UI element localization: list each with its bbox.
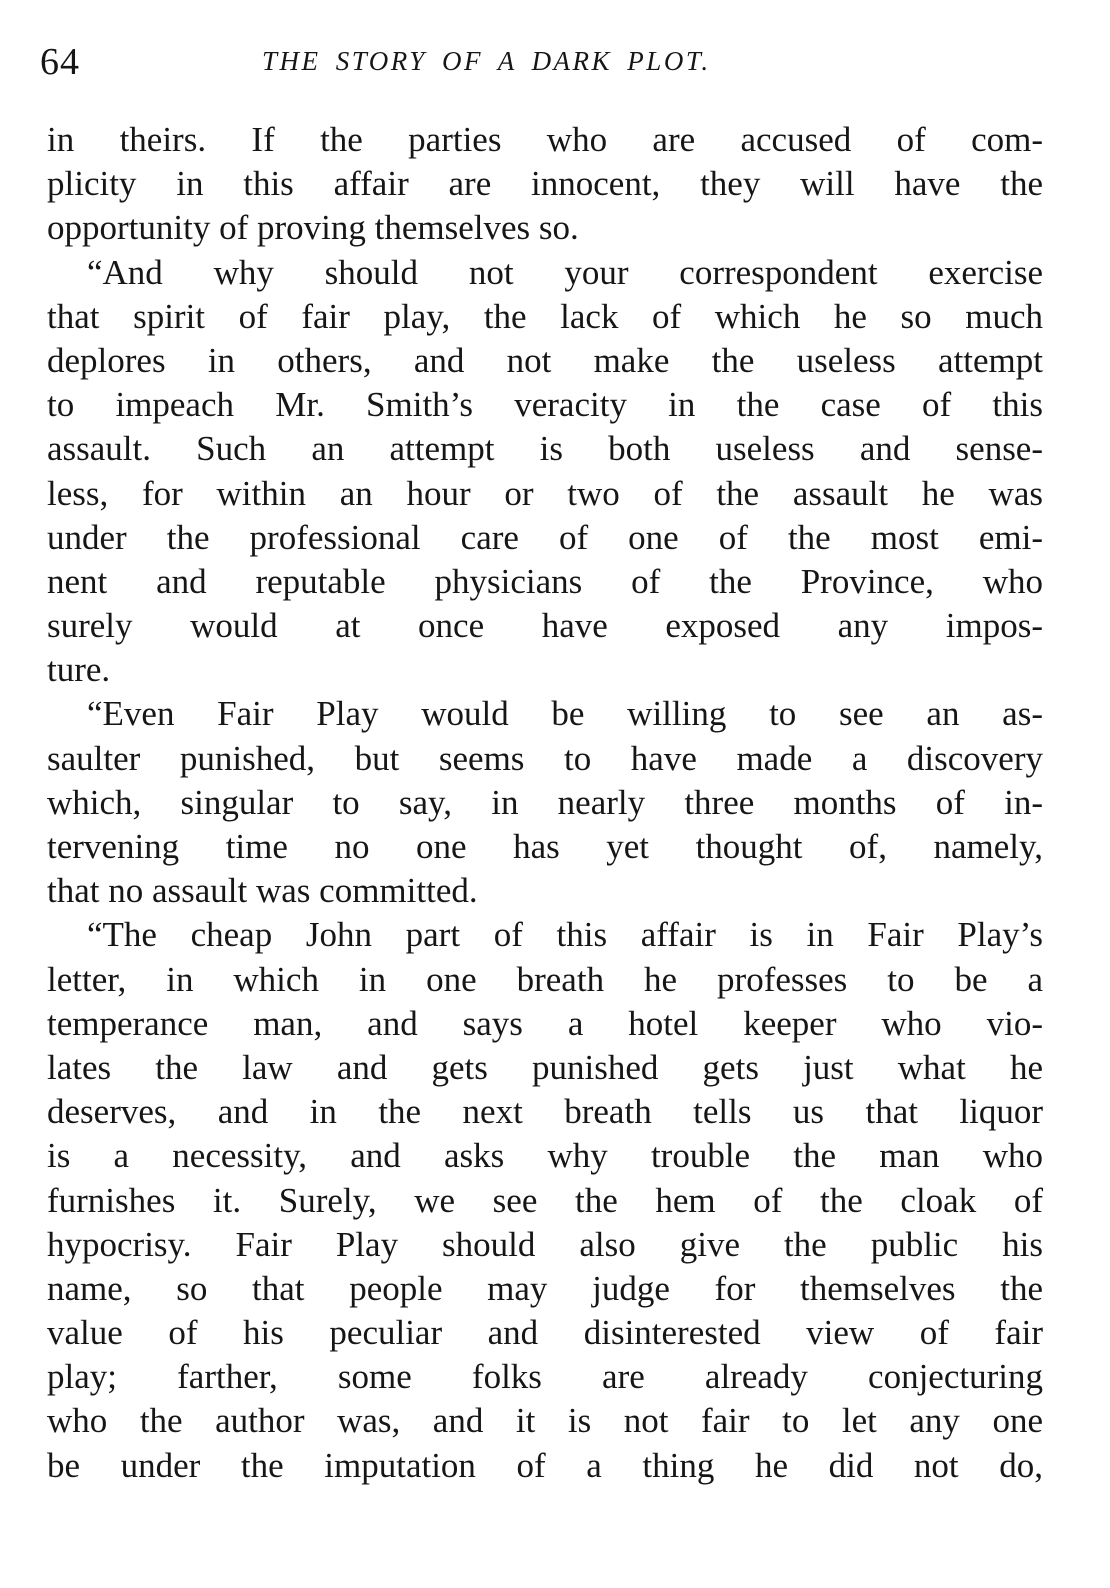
running-head bbox=[40, 40, 1040, 90]
text-line: play; farther, some folks are already conjecturing bbox=[47, 1357, 1043, 1397]
text-line: opportunity of proving themselves so. bbox=[47, 208, 579, 248]
text-line: that spirit of fair play, the lack of which he so much bbox=[47, 296, 1043, 336]
text-line: temperance man, and says a hotel keeper who vio- bbox=[47, 1003, 1043, 1043]
text-line: lates the law and gets punished gets just what he bbox=[47, 1047, 1043, 1087]
text-line: to impeach Mr. Smith’s veracity in the case of this bbox=[47, 385, 1043, 425]
text-line: nent and reputable physicians of the Province, who bbox=[47, 561, 1043, 601]
text-line: hypocrisy. Fair Play should also give the public his bbox=[47, 1224, 1043, 1264]
text-line: surely would at once have exposed any impos- bbox=[47, 606, 1043, 646]
text-line: tervening time no one has yet thought of, namely, bbox=[47, 827, 1043, 866]
text-line: plicity in this affair are innocent, they will have the bbox=[47, 164, 1043, 204]
text-line: “Even Fair Play would be willing to see an as- bbox=[87, 694, 1043, 734]
text-line: assault. Such an attempt is both useless and sense- bbox=[47, 429, 1043, 469]
text-line: who the author was, and it is not fair to let any one bbox=[47, 1401, 1043, 1441]
text-line: ture. bbox=[47, 650, 111, 690]
text-line: be under the imputation of a thing he did not do, bbox=[47, 1445, 1043, 1485]
running-title: THE STORY OF A DARK PLOT. bbox=[262, 46, 711, 76]
text-line: letter, in which in one breath he professes to be a bbox=[47, 959, 1043, 999]
text-line: furnishes it. Surely, we see the hem of the cloak of bbox=[47, 1180, 1043, 1220]
text-line: “The cheap John part of this affair is in Fair Play’s bbox=[87, 915, 1043, 955]
text-line: name, so that people may judge for themselves the bbox=[47, 1268, 1043, 1308]
page-number: 64 bbox=[40, 41, 80, 83]
body-text bbox=[47, 118, 1043, 1488]
text-line: deplores in others, and not make the useless attempt bbox=[47, 340, 1043, 380]
text-line: saulter punished, but seems to have made a discovery bbox=[47, 738, 1043, 778]
text-line: which, singular to say, in nearly three months of in- bbox=[47, 782, 1043, 822]
text-line: that no assault was committed. bbox=[47, 871, 478, 911]
text-line: value of his peculiar and disinterested view of fair bbox=[47, 1313, 1043, 1353]
text-line: is a necessity, and asks why trouble the man who bbox=[47, 1136, 1043, 1176]
text-line: less, for within an hour or two of the assault he was bbox=[47, 473, 1043, 513]
text-line: in theirs. If the parties who are accused of com- bbox=[47, 120, 1043, 159]
text-line: deserves, and in the next breath tells us that liquor bbox=[47, 1092, 1043, 1132]
text-line: under the professional care of one of the most emi- bbox=[47, 517, 1043, 557]
text-line: “And why should not your correspondent exercise bbox=[87, 252, 1043, 292]
